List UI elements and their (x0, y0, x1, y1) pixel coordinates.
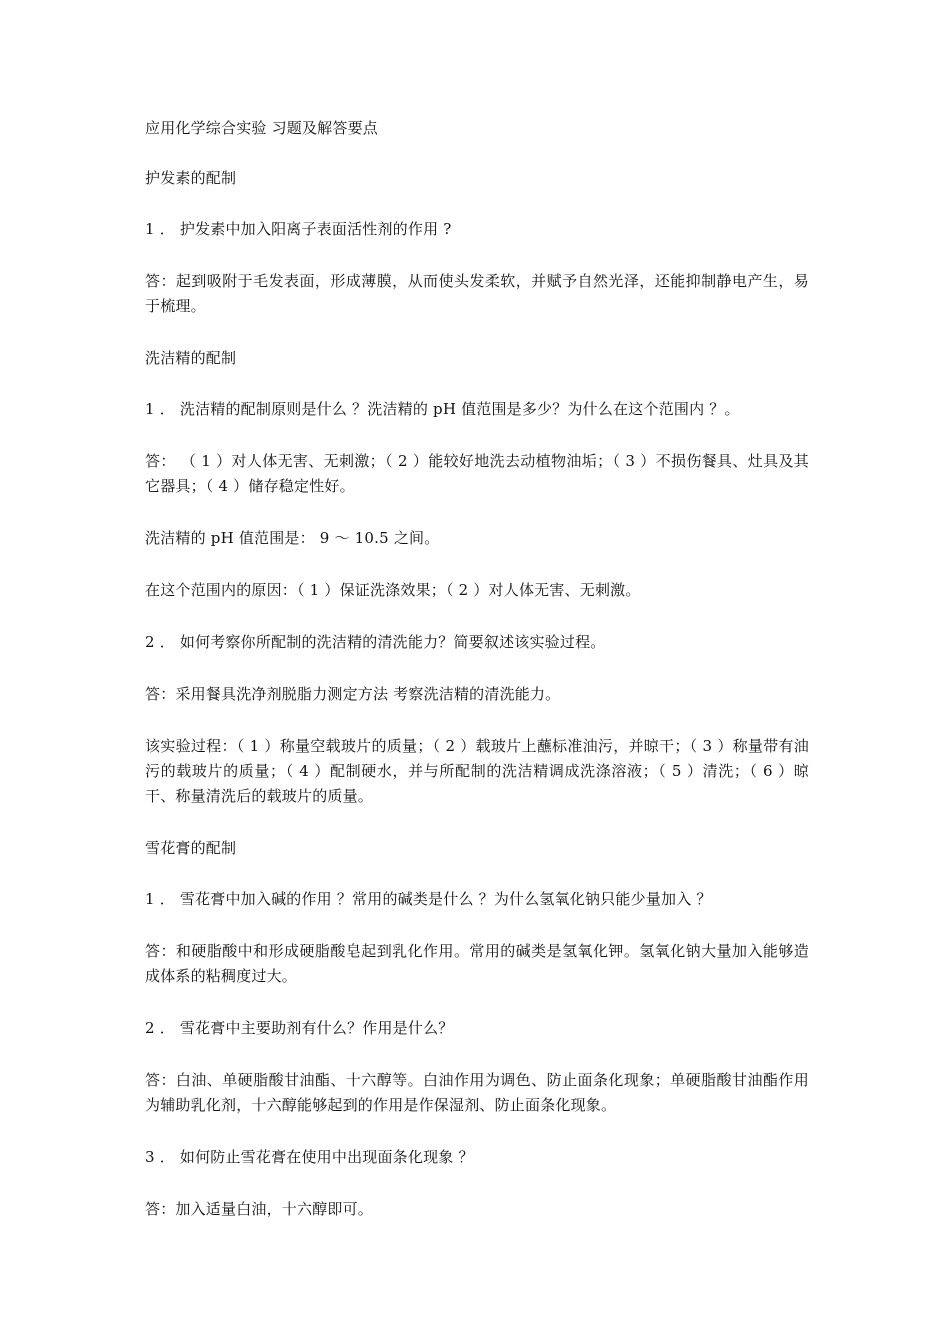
answer-detergent-1-reason: 在这个范围内的原因：（ 1 ）保证洗涤效果；（ 2 ）对人体无害、无刺激。 (145, 581, 641, 599)
section-heading-vanishing-cream: 雪花膏的配制 (145, 839, 237, 857)
question-cream-1: 1 ． 雪花膏中加入碱的作用 ？常用的碱类是什么 ？为什么氢氧化钠只能少量加入 ？ (145, 890, 712, 908)
question-cream-3: 3 ． 如何防止雪花膏在使用中出现面条化现象 ？ (145, 1148, 474, 1166)
answer-cream-3: 答：加入适量白油，十六醇即可。 (145, 1200, 374, 1218)
answer-detergent-2-method: 答：采用餐具洗净剂脱脂力测定方法 考察洗洁精的清洗能力。 (145, 685, 561, 703)
answer-cream-1: 答：和硬脂酸中和形成硬脂酸皂起到乳化作用。常用的碱类是氢氧化钾。氢氧化钠大量加入能够造成体系的粘稠度过大。 (145, 942, 809, 985)
document-title: 应用化学综合实验 习题及解答要点 (145, 119, 378, 137)
question-cream-2: 2 ． 雪花膏中主要助剂有什么？作用是什么？ (145, 1019, 454, 1037)
question-detergent-2: 2 ． 如何考察你所配制的洗洁精的清洗能力？简要叙述该实验过程。 (145, 633, 606, 651)
answer-detergent-1-ph-range: 洗洁精的 pH 值范围是： 9 ～ 10.5 之间。 (145, 529, 440, 547)
answer-cream-2: 答：白油、单硬脂酸甘油酯、十六醇等。白油作用为调色、防止面条化现象；单硬脂酸甘油酯作用为辅助乳化剂，十六醇能够起到的作用是作保湿剂、防止面条化现象。 (145, 1071, 809, 1114)
question-detergent-1: 1 ． 洗洁精的配制原则是什么 ？洗洁精的 pH 值范围是多少？为什么在这个范围内 ？。 (145, 400, 740, 418)
answer-detergent-2-procedure: 该实验过程：（ 1 ）称量空载玻片的质量；（ 2 ）载玻片上蘸标准油污，并晾干；（ 3 ）称量带有油污的载玻片的质量；（ 4 ）配制硬水，并与所配制的洗洁精调成洗涤溶液；（ 5 ）清洗；（ 6 ）晾干、称量清洗后的载玻片的质量。 (145, 737, 809, 805)
section-heading-detergent: 洗洁精的配制 (145, 349, 237, 367)
document-body (145, 116, 809, 1249)
answer-conditioner-1: 答：起到吸附于毛发表面，形成薄膜，从而使头发柔软，并赋予自然光泽，还能抑制静电产生，易于梳理。 (145, 272, 809, 315)
answer-detergent-1-principles: 答： （ 1 ）对人体无害、无刺激；（ 2 ）能较好地洗去动植物油垢；（ 3 ）不损伤餐具、灶具及其它器具；（ 4 ）储存稳定性好。 (145, 452, 809, 495)
section-heading-conditioner: 护发素的配制 (145, 169, 237, 187)
question-conditioner-1: 1 ． 护发素中加入阳离子表面活性剂的作用 ? (145, 220, 452, 238)
